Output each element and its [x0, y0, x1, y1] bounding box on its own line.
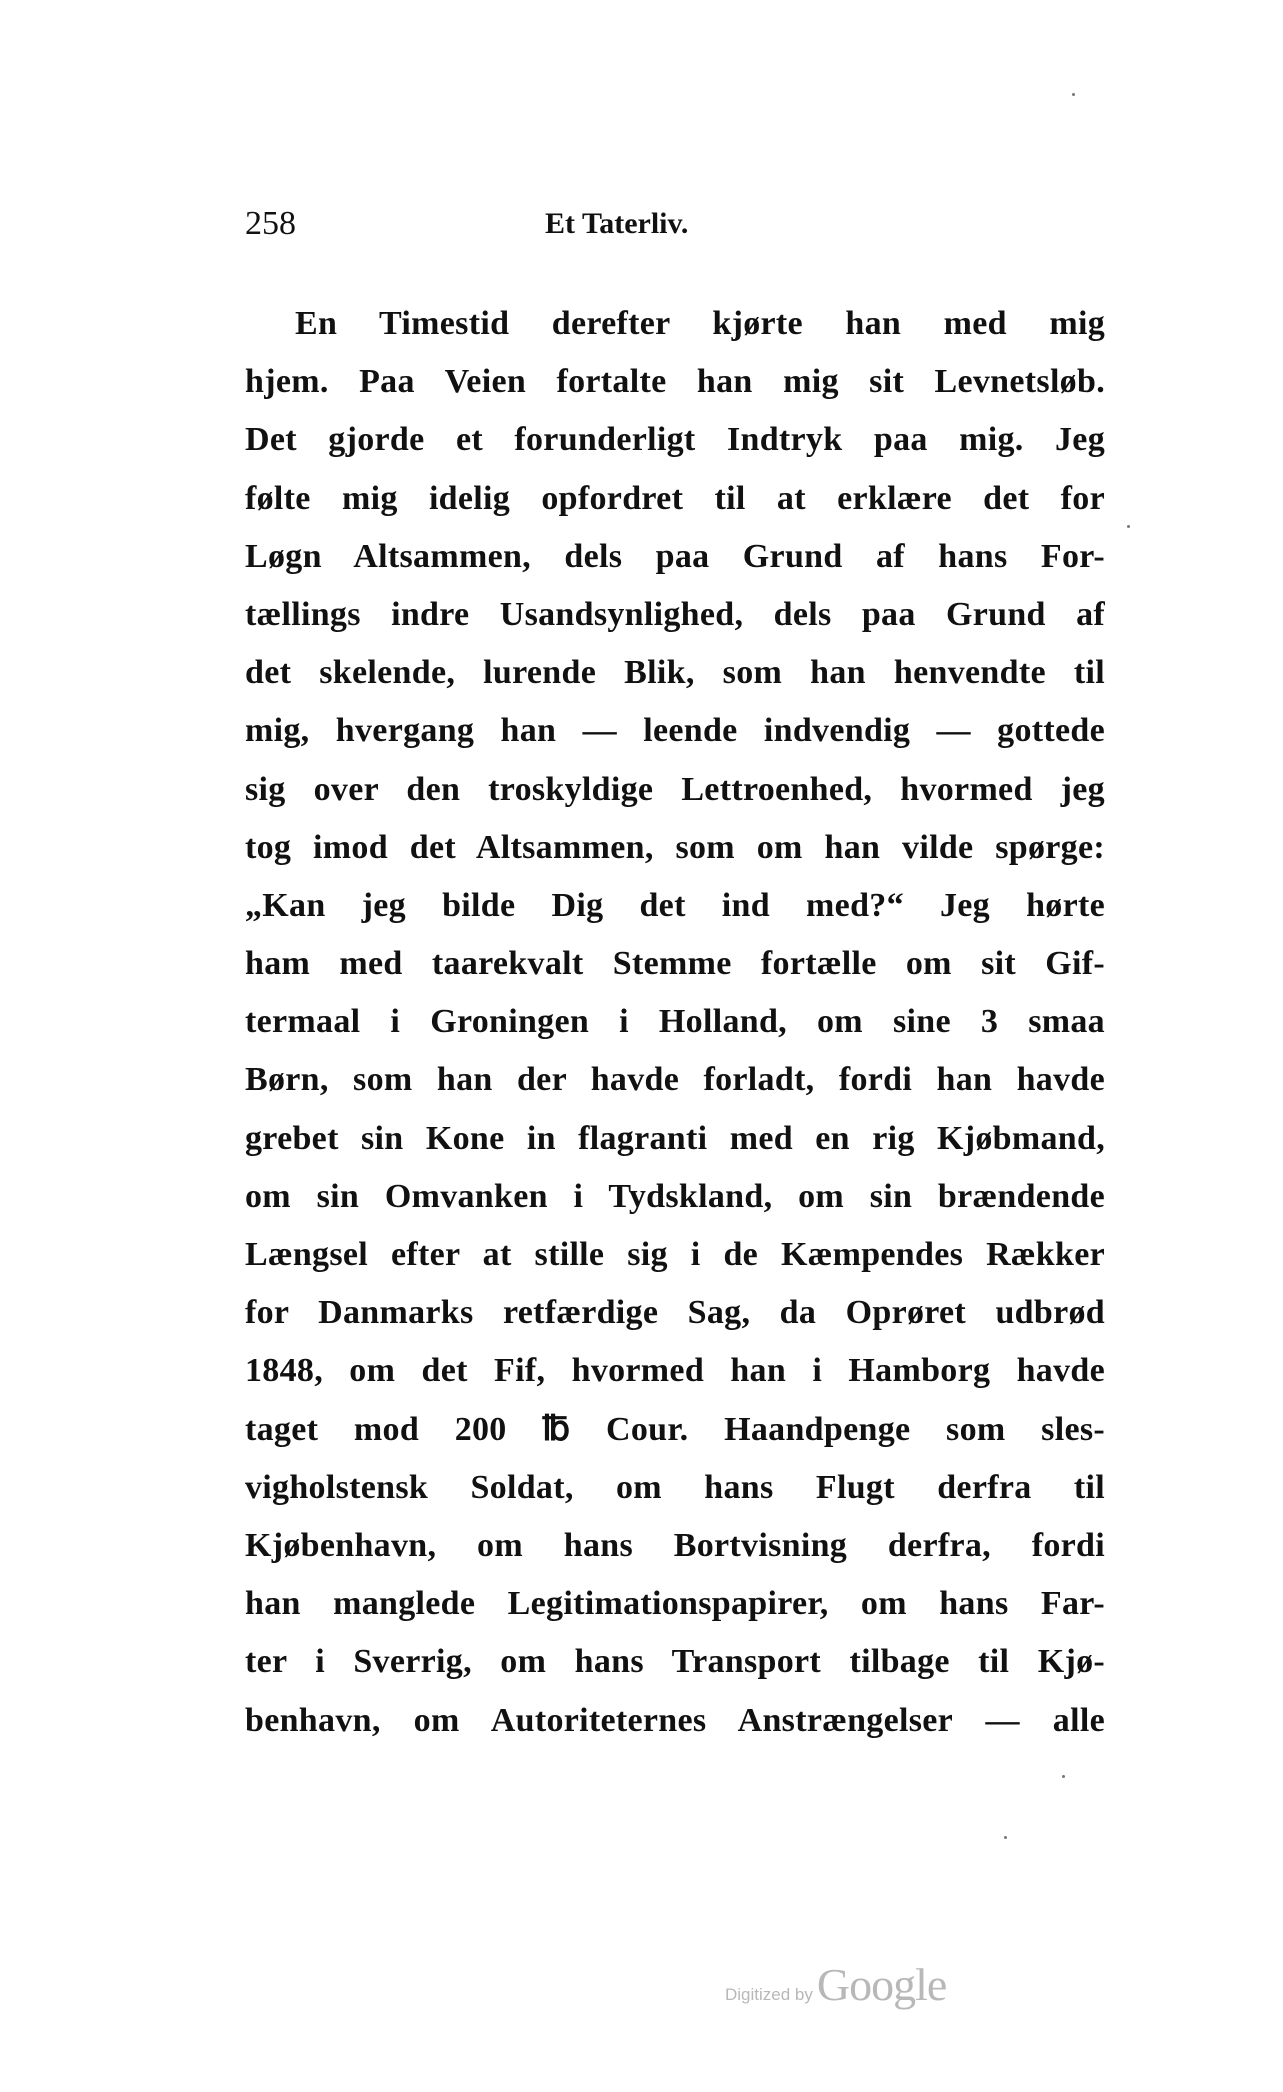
text-line: for Danmarks retfærdige Sag, da Oprøret udbrød	[245, 1294, 1105, 1332]
text-line: Børn, som han der havde forladt, fordi han havde	[245, 1061, 1105, 1099]
print-speck	[1072, 93, 1075, 96]
text-line: Det gjorde et forunderligt Indtryk paa mig. Jeg	[245, 421, 1105, 459]
text-line: tog imod det Altsammen, som om han vilde spørge:	[245, 828, 1105, 866]
text-line: termaal i Groningen i Holland, om sine 3 smaa	[245, 1003, 1105, 1041]
text-line: vigholstensk Soldat, om hans Flugt derfra til	[245, 1468, 1105, 1506]
text-line: Længsel efter at stille sig i de Kæmpendes Rækker	[245, 1236, 1105, 1273]
text-line: benhavn, om Autoriteternes Anstrængelser — alle	[245, 1701, 1105, 1739]
text-line: „Kan jeg bilde Dig det ind med?“ Jeg hørte	[245, 886, 1105, 924]
text-line: om sin Omvanken i Tydskland, om sin brændende	[245, 1177, 1105, 1215]
running-title: Et Taterliv.	[545, 207, 689, 240]
text-line: han manglede Legitimationspapirer, om hans Far-	[245, 1585, 1105, 1623]
google-logo: Google	[816, 1959, 947, 2010]
text-line: grebet sin Kone in flagranti med en rig Kjøbmand,	[245, 1119, 1105, 1157]
text-line: det skelende, lurende Blik, som han henvendte til	[245, 654, 1105, 692]
watermark-prefix: Digitized by	[725, 1985, 813, 2004]
text-line: mig, hvergang han — leende indvendig — gottede	[245, 712, 1105, 750]
text-line: taget mod 200 ℔ Cour. Haandpenge som sles-	[245, 1410, 1105, 1448]
text-line: Løgn Altsammen, dels paa Grund af hans For-	[245, 537, 1105, 575]
page-number: 258	[245, 205, 296, 242]
body-text	[245, 295, 1105, 1750]
text-line: Kjøbenhavn, om hans Bortvisning derfra, fordi	[245, 1526, 1105, 1564]
print-speck	[1127, 525, 1130, 528]
print-speck	[1004, 1836, 1007, 1839]
print-speck	[1062, 1775, 1065, 1778]
text-line: En Timestid derefter kjørte han med mig	[295, 305, 1105, 342]
text-line: ham med taarekvalt Stemme fortælle om sit Gif-	[245, 945, 1105, 983]
text-line: følte mig idelig opfordret til at erklære det for	[245, 479, 1105, 517]
text-line: ter i Sverrig, om hans Transport tilbage til Kjø-	[245, 1643, 1105, 1681]
text-line: tællings indre Usandsynlighed, dels paa Grund af	[245, 595, 1105, 633]
text-line: hjem. Paa Veien fortalte han mig sit Levnetsløb.	[245, 363, 1105, 401]
text-line: sig over den troskyldige Lettroenhed, hvormed jeg	[245, 770, 1105, 808]
text-line: 1848, om det Fif, hvormed han i Hamborg havde	[245, 1352, 1105, 1390]
page-header	[245, 205, 1095, 255]
digitized-by-google-watermark	[725, 1958, 1025, 2018]
